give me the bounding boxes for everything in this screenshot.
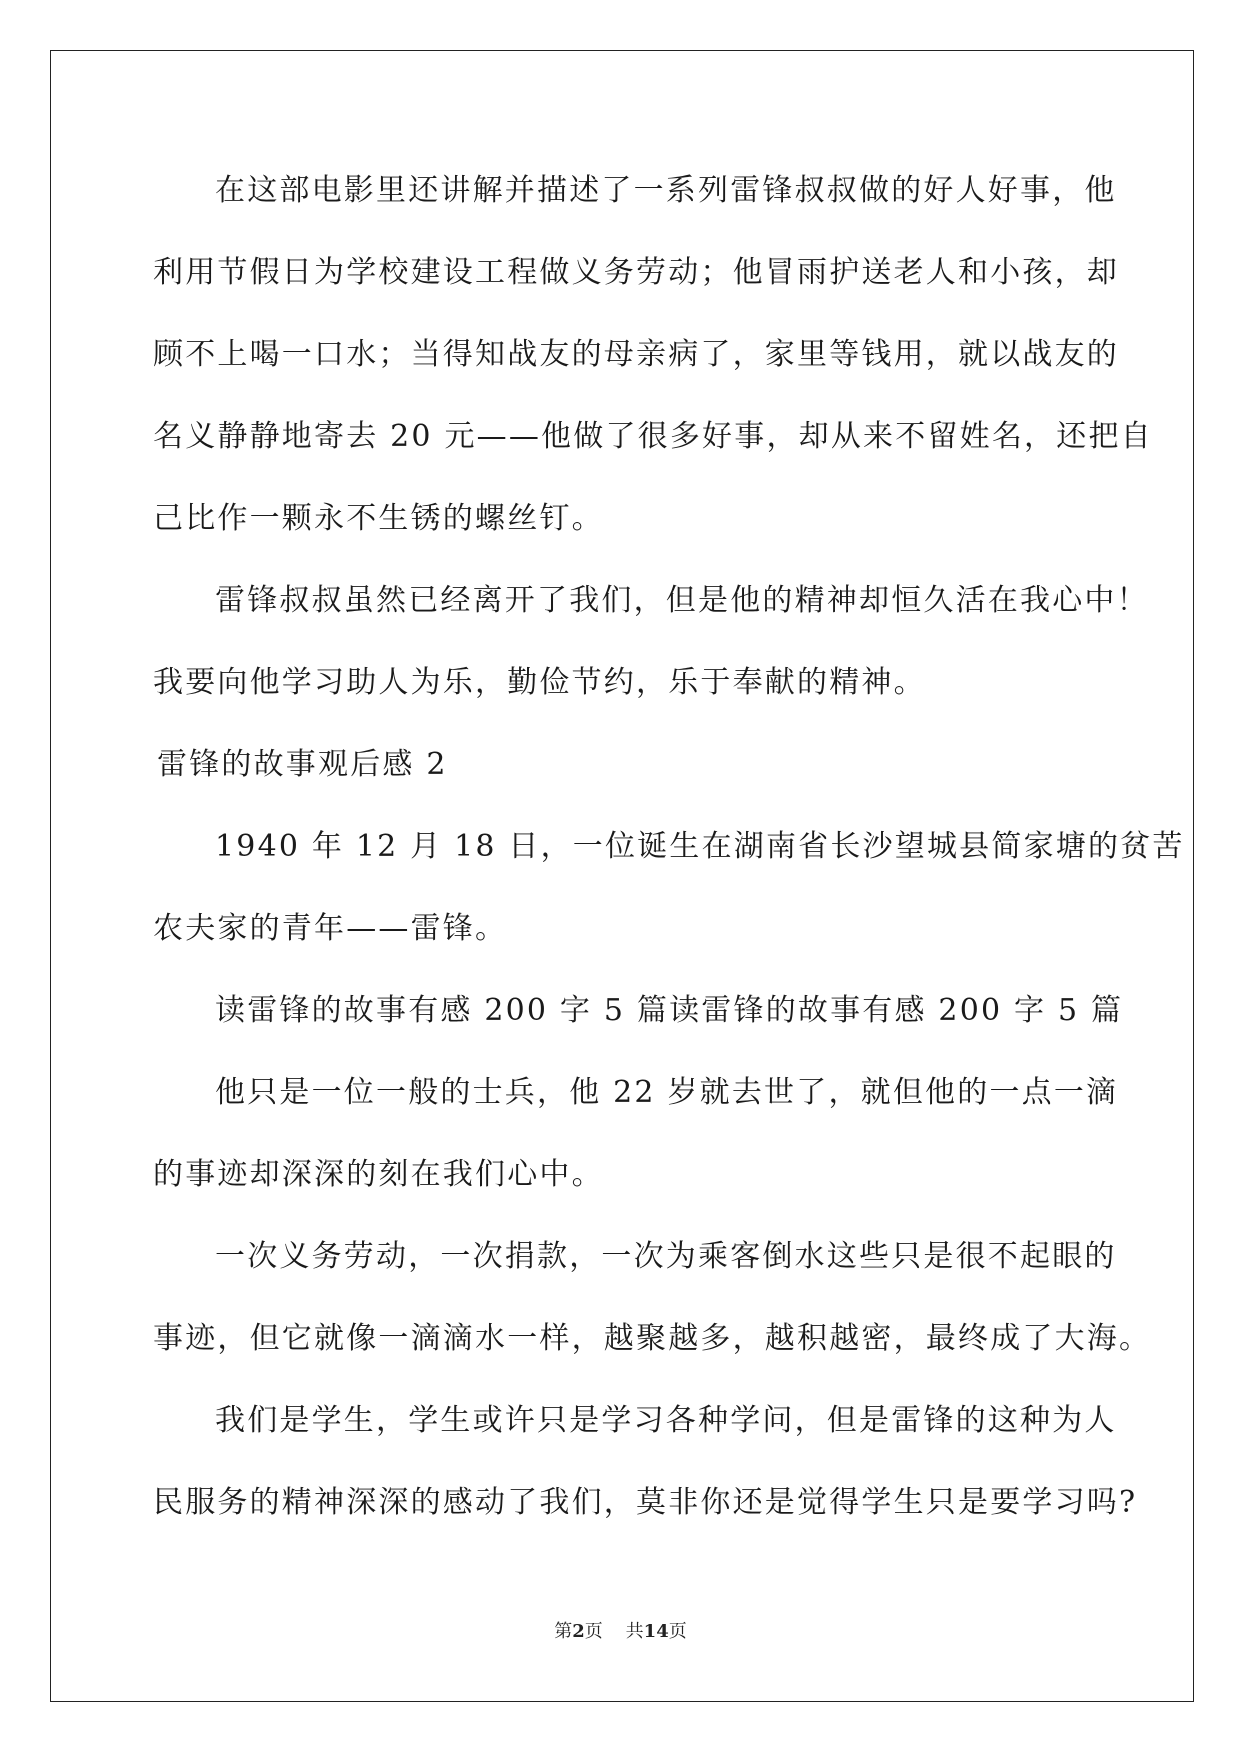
page-prefix: 第 bbox=[554, 1621, 573, 1642]
total-prefix: 共 bbox=[625, 1621, 644, 1642]
document-body bbox=[153, 166, 1185, 1560]
text-line: 我要向他学习助人为乐，勤俭节约，乐于奉献的精神。 bbox=[153, 665, 926, 700]
text-line: 我们是学生，学生或许只是学习各种学问，但是雷锋的这种为人 bbox=[215, 1403, 1117, 1438]
total-suffix: 页 bbox=[668, 1621, 687, 1642]
text-line: 一次义务劳动，一次捐款，一次为乘客倒水这些只是很不起眼的 bbox=[215, 1239, 1117, 1274]
text-line: 1940 年 12 月 18 日，一位诞生在湖南省长沙望城县简家塘的贫苦 bbox=[215, 829, 1185, 864]
section-heading: 雷锋的故事观后感 2 bbox=[157, 747, 448, 782]
text-line: 名义静静地寄去 20 元——他做了很多好事，却从来不留姓名，还把自 bbox=[153, 419, 1153, 454]
text-line: 顾不上喝一口水；当得知战友的母亲病了，家里等钱用，就以战友的 bbox=[153, 337, 1119, 372]
page-footer bbox=[0, 1617, 1241, 1643]
text-line: 农夫家的青年——雷锋。 bbox=[153, 911, 508, 946]
page-suffix: 页 bbox=[584, 1621, 603, 1642]
text-line: 在这部电影里还讲解并描述了一系列雷锋叔叔做的好人好事，他 bbox=[215, 173, 1117, 208]
text-line: 事迹，但它就像一滴滴水一样，越聚越多，越积越密，最终成了大海。 bbox=[153, 1321, 1152, 1356]
text-line: 的事迹却深深的刻在我们心中。 bbox=[153, 1157, 604, 1192]
text-line: 利用节假日为学校建设工程做义务劳动；他冒雨护送老人和小孩，却 bbox=[153, 255, 1119, 290]
text-line: 民服务的精神深深的感动了我们，莫非你还是觉得学生只是要学习吗? bbox=[153, 1485, 1138, 1520]
page-current: 2 bbox=[572, 1621, 585, 1642]
text-line: 己比作一颗永不生锈的螺丝钉。 bbox=[153, 501, 604, 536]
text-line: 他只是一位一般的士兵，他 22 岁就去世了，就但他的一点一滴 bbox=[215, 1075, 1119, 1110]
text-line: 雷锋叔叔虽然已经离开了我们，但是他的精神却恒久活在我心中！ bbox=[215, 583, 1149, 618]
text-line: 读雷锋的故事有感 200 字 5 篇读雷锋的故事有感 200 字 5 篇 bbox=[215, 993, 1124, 1028]
page-total: 14 bbox=[643, 1621, 669, 1642]
